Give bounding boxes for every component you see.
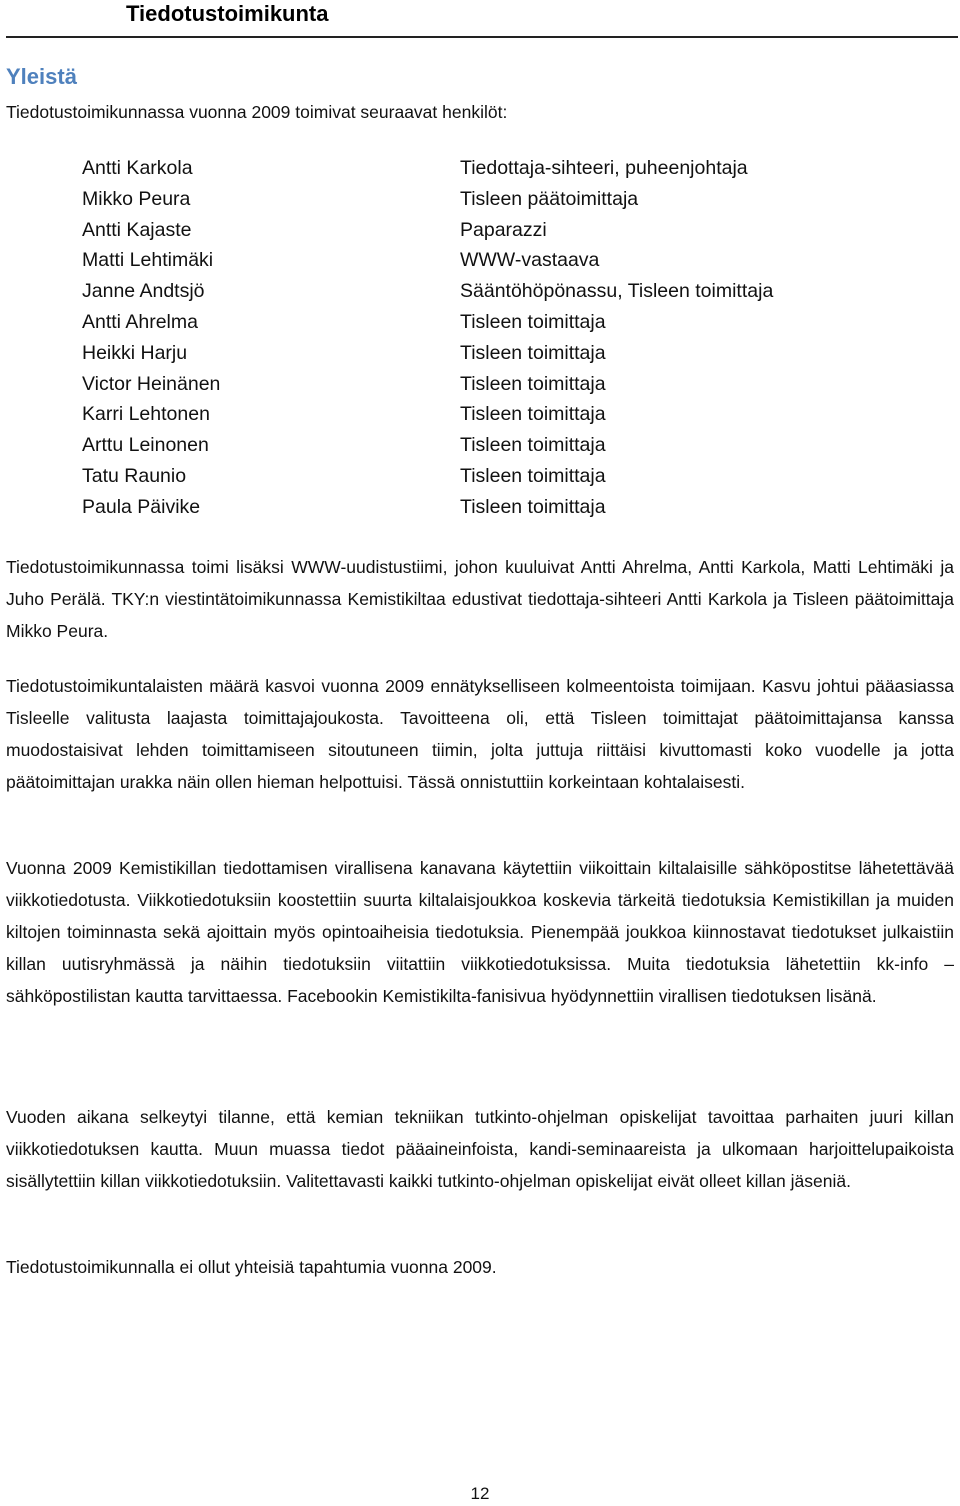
member-name: Janne Andtsjö <box>82 280 205 303</box>
member-role: Tisleen toimittaja <box>460 464 606 487</box>
roster-row <box>82 307 942 338</box>
member-name: Victor Heinänen <box>82 372 221 395</box>
member-role: Tisleen toimittaja <box>460 434 606 457</box>
member-roster <box>82 153 942 523</box>
intro-text: Tiedotustoimikunnassa vuonna 2009 toimivat seuraavat henkilöt: <box>6 102 508 122</box>
member-name: Heikki Harju <box>82 341 188 364</box>
roster-row <box>82 338 942 369</box>
paragraph-weekly-bulletin: Vuonna 2009 Kemistikillan tiedottamisen virallisena kanavana käytettiin viikoittain kiltalaisille sähköpostitse lähetettävää viikkotiedotusta. Viikkotiedotuksiin koostettiin suurta kiltalaisjoukkoa koskevia tärkeitä tiedotuksia Kemistikillan ja muiden kiltojen toiminnasta sekä ajoittain myös opintoaiheisia tiedotuksia. Pienempää joukkoa kiinnostavat tiedotukset julkaistiin killan uutisryhmässä ja näihin tiedotuksiin viitattiin viikkotiedotuksissa. Muita tiedotuksia lähetettiin kk-info –sähköpostilistan kautta tarvittaessa. Facebookin Kemistikilta-fanisivua hyödynnettiin virallisen tiedotuksen lisänä. <box>6 858 954 1006</box>
roster-row <box>82 461 942 492</box>
paragraph-students-reach: Vuoden aikana selkeytyi tilanne, että kemian tekniikan tutkinto-ohjelman opiskelijat tavoittaa parhaiten juuri killan viikkotiedotuksen kautta. Muun muassa tiedot pääaineinfoista, kandi-seminaareista ja ulkomaan harjoittelupaikoista sisällytettiin killan viikkotiedotuksiin. Valitettavasti kaikki tutkinto-ohjelman opiskelijat eivät olleet killan jäseniä. <box>6 1107 954 1191</box>
roster-row <box>82 492 942 523</box>
member-name: Matti Lehtimäki <box>82 249 214 272</box>
member-role: Sääntöhöpönassu, Tisleen toimittaja <box>460 280 774 303</box>
member-role: Tiedottaja-sihteeri, puheenjohtaja <box>460 157 748 179</box>
paragraph-www-team: Tiedotustoimikunnassa toimi lisäksi WWW-uudistustiimi, johon kuuluivat Antti Ahrelma, Antti Karkola, Matti Lehtimäki ja Juho Perälä. TKY:n viestintätoimikunnassa Kemistikiltaa edustivat tiedottaja-sihteeri Antti Karkola ja Tisleen päätoimittaja Mikko Peura. <box>6 557 954 641</box>
member-name: Antti Karkola <box>82 157 193 179</box>
member-role: Tisleen toimittaja <box>460 403 606 426</box>
member-role: Tisleen toimittaja <box>460 372 606 395</box>
roster-row <box>82 276 942 307</box>
roster-row <box>82 430 942 461</box>
roster-row <box>82 215 942 246</box>
paragraph-member-count: Tiedotustoimikuntalaisten määrä kasvoi vuonna 2009 ennätykselliseen kolmeentoista toimijaan. Kasvu johtui pääasiassa Tisleelle valitusta laajasta toimittajajoukosta. Tavoitteena oli, että Tisleen toimittajat päätoimittajansa kanssa muodostaisivat lehden toimittamiseen sitoutuneen tiimin, jolta juttuja riittäisi kivuttomasti koko vuodelle ja jotta päätoimittajan urakka näin ollen hieman helpottuisi. Tässä onnistuttiin korkeintaan kohtalaisesti. <box>6 676 954 792</box>
member-role: Tisleen toimittaja <box>460 310 606 333</box>
roster-row <box>82 369 942 400</box>
member-name: Arttu Leinonen <box>82 434 209 457</box>
running-header-title: Tiedotustoimikunta <box>126 1 329 26</box>
page-number: 12 <box>470 1484 490 1503</box>
roster-row <box>82 245 942 276</box>
member-role: WWW-vastaava <box>460 249 600 272</box>
roster-row <box>82 184 942 215</box>
member-name: Antti Kajaste <box>82 218 192 241</box>
member-name: Mikko Peura <box>82 187 191 210</box>
member-role: Tisleen päätoimittaja <box>460 187 639 210</box>
member-name: Antti Ahrelma <box>82 310 198 333</box>
member-role: Tisleen toimittaja <box>460 341 606 364</box>
member-name: Paula Päivike <box>82 495 201 518</box>
member-name: Karri Lehtonen <box>82 403 210 426</box>
paragraph-no-events: Tiedotustoimikunnalla ei ollut yhteisiä tapahtumia vuonna 2009. <box>6 1257 497 1277</box>
member-role: Tisleen toimittaja <box>460 495 606 518</box>
header-divider <box>6 36 958 38</box>
member-role: Paparazzi <box>460 218 547 241</box>
member-name: Tatu Raunio <box>82 464 187 487</box>
roster-row <box>82 153 942 184</box>
section-heading: Yleistä <box>6 64 77 89</box>
roster-row <box>82 399 942 430</box>
